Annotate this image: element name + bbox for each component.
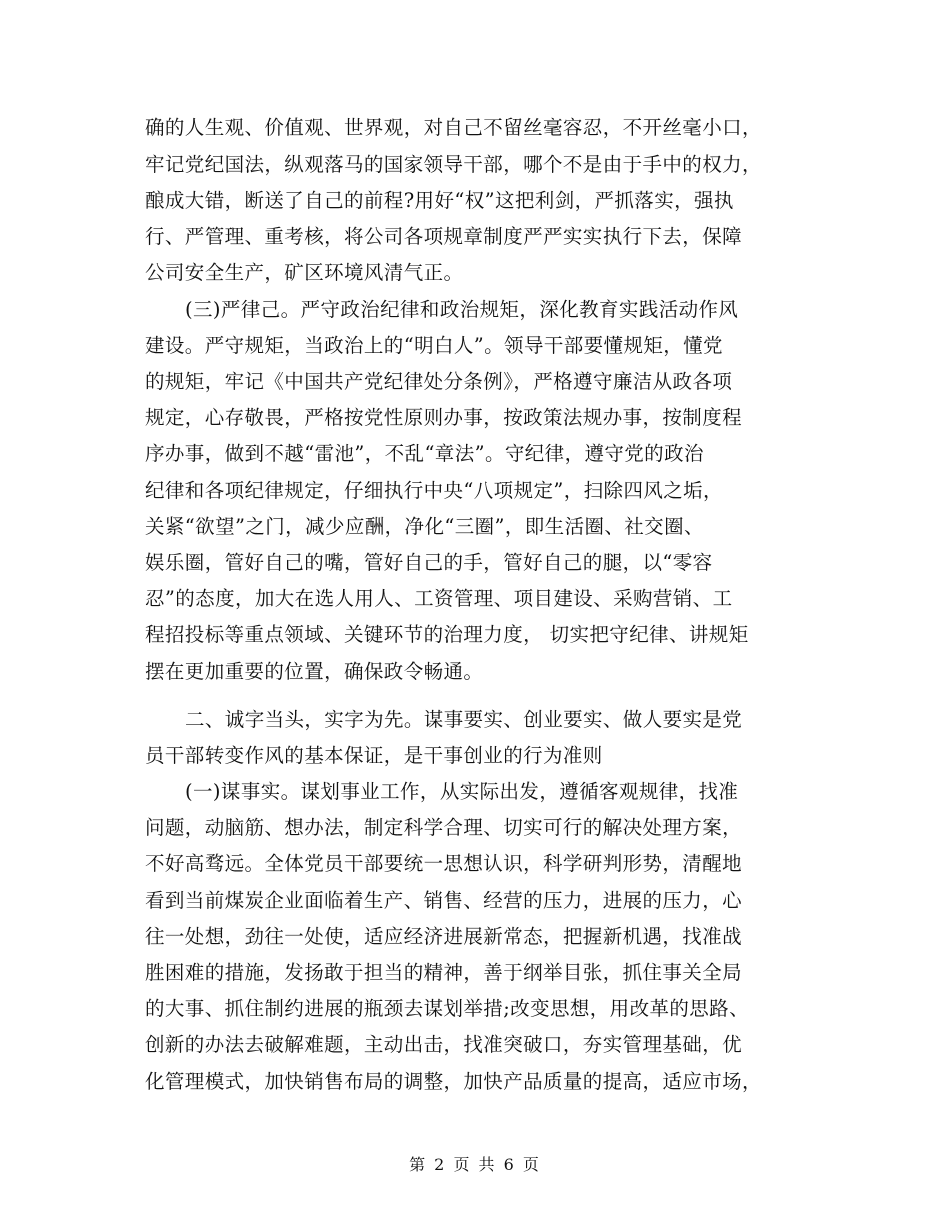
body-line: 的大事、抓住制约进展的瓶颈去谋划举措;改变思想，用改革的思路、 bbox=[145, 997, 749, 1020]
body-line: 酿成大错，断送了自己的前程?用好“权”这把利剑，严抓落实，强执 bbox=[145, 189, 734, 212]
body-line: 看到当前煤炭企业面临着生产、销售、经营的压力，进展的压力，心 bbox=[145, 889, 743, 912]
body-line: 化管理模式，加快销售布局的调整，加快产品质量的提高，适应市场， bbox=[145, 1070, 762, 1093]
body-line: 规定，心存敬畏，严格按党性原则办事，按政策法规办事，按制度程 bbox=[145, 406, 743, 429]
body-line: 程招投标等重点领域、关键环节的治理力度， 切实把守纪律、讲规矩 bbox=[145, 623, 749, 646]
body-line: 娱乐圈，管好自己的嘴，管好自己的手，管好自己的腿，以“零容 bbox=[145, 551, 713, 574]
body-line: 确的人生观、价值观、世界观，对自己不留丝毫容忍，不开丝毫小口， bbox=[145, 116, 762, 139]
section-heading: 二、诚字当头，实字为先。谋事要实、创业要实、做人要实是党 bbox=[185, 708, 743, 731]
body-line: 纪律和各项纪律规定，仔细执行中央“八项规定”，扫除四风之垢， bbox=[145, 479, 723, 502]
body-line: 建设。严守规矩，当政治上的“明白人”。领导干部要懂规矩，懂党 bbox=[145, 334, 723, 357]
body-line: 胜困难的措施，发扬敢于担当的精神，善于纲举目张，抓住事关全局 bbox=[145, 961, 743, 984]
body-line: 公司安全生产，矿区环境风清气正。 bbox=[145, 261, 464, 284]
body-line: 忍”的态度，加大在选人用人、工资管理、项目建设、采购营销、工 bbox=[145, 587, 733, 610]
page-number-footer: 第 2 页 共 6 页 bbox=[409, 1155, 541, 1174]
body-line: 行、严管理、重考核，将公司各项规章制度严严实实执行下去，保障 bbox=[145, 225, 743, 248]
paragraph-heading: (三)严律己。严守政治纪律和政治规矩，深化教育实践活动作风 bbox=[185, 298, 739, 321]
body-line: 不好高骛远。全体党员干部要统一思想认识，科学研判形势，清醒地 bbox=[145, 852, 743, 875]
body-line: 的规矩，牢记《中国共产党纪律处分条例》，严格遵守廉洁从政各项 bbox=[145, 370, 733, 393]
body-line: 摆在更加重要的位置，确保政令畅通。 bbox=[145, 660, 484, 683]
paragraph-heading: (一)谋事实。谋划事业工作，从实际出发，遵循客观规律，找准 bbox=[185, 780, 739, 803]
body-line: 关紧“欲望”之门，减少应酬，净化“三圈”，即生活圈、社交圈、 bbox=[145, 515, 704, 538]
body-line: 牢记党纪国法，纵观落马的国家领导干部，哪个不是由于手中的权力， bbox=[145, 153, 762, 176]
body-line: 问题，动脑筋、想办法，制定科学合理、切实可行的解决处理方案， bbox=[145, 816, 743, 839]
body-line: 员干部转变作风的基本保证，是干事创业的行为准则 bbox=[145, 744, 603, 767]
body-line: 创新的办法去破解难题，主动出击，找准突破口，夯实管理基础，优 bbox=[145, 1033, 743, 1056]
body-line: 往一处想，劲往一处使，适应经济进展新常态，把握新机遇，找准战 bbox=[145, 925, 743, 948]
body-line: 序办事，做到不越“雷池”，不乱“章法”。守纪律，遵守党的政治 bbox=[145, 442, 704, 465]
